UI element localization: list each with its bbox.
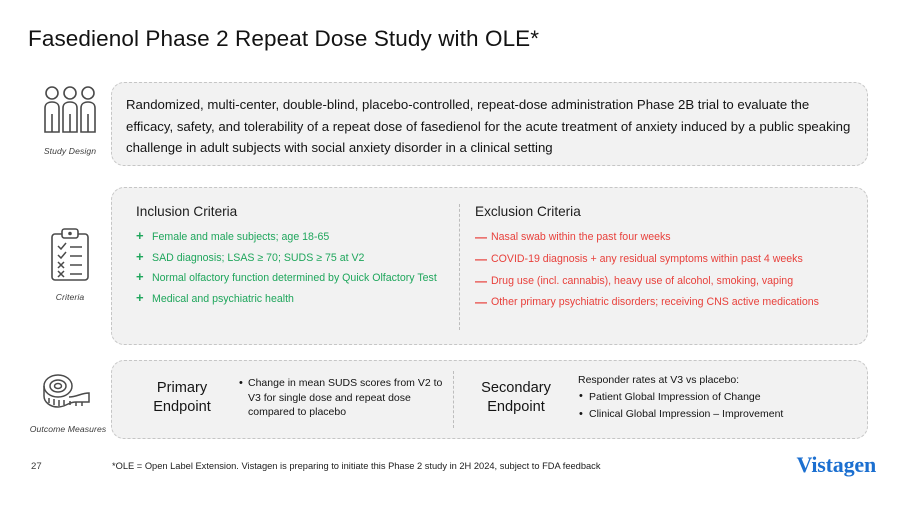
list-item: • Patient Global Impression of Change — [578, 390, 840, 405]
measuring-tape-icon — [16, 372, 120, 421]
secondary-endpoint-body — [578, 373, 840, 425]
list-item-label: Medical and psychiatric health — [152, 292, 294, 305]
plus-icon: + — [136, 289, 144, 305]
list-item: • Change in mean SUDS scores from V2 to V3 for single dose and repeat dose compared to placebo — [238, 376, 443, 420]
endpoints-panel — [111, 360, 868, 439]
list-item-label: Female and male subjects; age 18-65 — [152, 231, 330, 243]
endpoints-column-divider — [453, 371, 454, 428]
list-item — [475, 295, 840, 310]
secondary-endpoint-list — [578, 390, 840, 422]
rail-label-outcome-measures: Outcome Measures — [29, 424, 107, 434]
study-design-text: Randomized, multi-center, double-blind, placebo-controlled, repeat-dose administration Phase 2B trial to evaluate the efficacy, safety, and tolerability of a repeat dose of fasedienol for the acute treatment of anxiety induced by a public speaking challenge in adult subjects with social anxiety disorder in a clinical setting — [126, 97, 851, 155]
list-item-label: Drug use (incl. cannabis), heavy use of alcohol, smoking, vaping — [491, 274, 794, 287]
exclusion-criteria-heading: Exclusion Criteria — [475, 204, 581, 219]
list-item-label: SAD diagnosis; LSAS ≥ 70; SUDS ≥ 75 at V2 — [152, 251, 365, 264]
page-number: 27 — [31, 461, 42, 472]
dash-icon: — — [475, 295, 487, 310]
plus-icon: + — [136, 228, 144, 243]
vistagen-logo: Vistagen — [796, 452, 876, 477]
list-item — [475, 252, 840, 267]
criteria-panel — [111, 187, 868, 345]
list-item — [136, 230, 446, 245]
list-item: • Clinical Global Impression – Improvement — [578, 407, 840, 422]
list-item-label: Normal olfactory function determined by Quick Olfactory Test — [152, 272, 437, 285]
list-item-label: COVID-19 diagnosis + any residual symptoms within past 4 weeks — [491, 252, 803, 265]
footnote-text: *OLE = Open Label Extension. Vistagen is preparing to initiate this Phase 2 study in 2H 2024, subject to FDA feedback — [112, 461, 601, 471]
primary-endpoint-label — [136, 379, 228, 417]
study-design-panel — [111, 82, 868, 166]
secondary-endpoint-label — [470, 379, 562, 417]
dash-icon: — — [475, 273, 487, 288]
primary-endpoint-label-line1: Primary — [156, 380, 208, 396]
rail-item-criteria — [18, 228, 122, 302]
plus-icon: + — [136, 248, 144, 264]
exclusion-criteria-column — [475, 204, 840, 317]
exclusion-criteria-list — [475, 230, 840, 310]
inclusion-criteria-column — [136, 204, 446, 312]
rail-label-study-design: Study Design — [43, 146, 97, 156]
primary-endpoint-list — [238, 376, 443, 420]
criteria-column-divider — [459, 204, 460, 330]
plus-icon: + — [136, 269, 144, 285]
clipboard-checklist-icon — [18, 228, 122, 289]
list-item-label: Other primary psychiatric disorders; receiving CNS active medications — [491, 296, 819, 309]
inclusion-criteria-heading: Inclusion Criteria — [136, 204, 238, 219]
list-item — [475, 230, 840, 245]
page-title: Fasedienol Phase 2 Repeat Dose Study with OLE* — [28, 26, 540, 51]
rail-item-study-design — [18, 84, 122, 156]
secondary-endpoint-label-line2: Endpoint — [487, 399, 545, 415]
rail-label-criteria: Criteria — [55, 292, 85, 302]
three-people-icon — [18, 84, 122, 143]
primary-endpoint-label-line2: Endpoint — [153, 399, 211, 415]
list-item — [475, 274, 840, 289]
secondary-endpoint-lead: Responder rates at V3 vs placebo: — [578, 374, 740, 386]
list-item — [136, 248, 446, 266]
dash-icon: — — [475, 230, 487, 244]
list-item — [136, 289, 446, 307]
list-item-label: Nasal swab within the past four weeks — [491, 231, 671, 243]
dash-icon: — — [475, 251, 487, 266]
list-item — [136, 271, 446, 286]
rail-item-outcome-measures — [16, 372, 120, 434]
secondary-endpoint-label-line1: Secondary — [481, 380, 551, 396]
inclusion-criteria-list — [136, 230, 446, 306]
primary-endpoint-body — [238, 376, 443, 423]
